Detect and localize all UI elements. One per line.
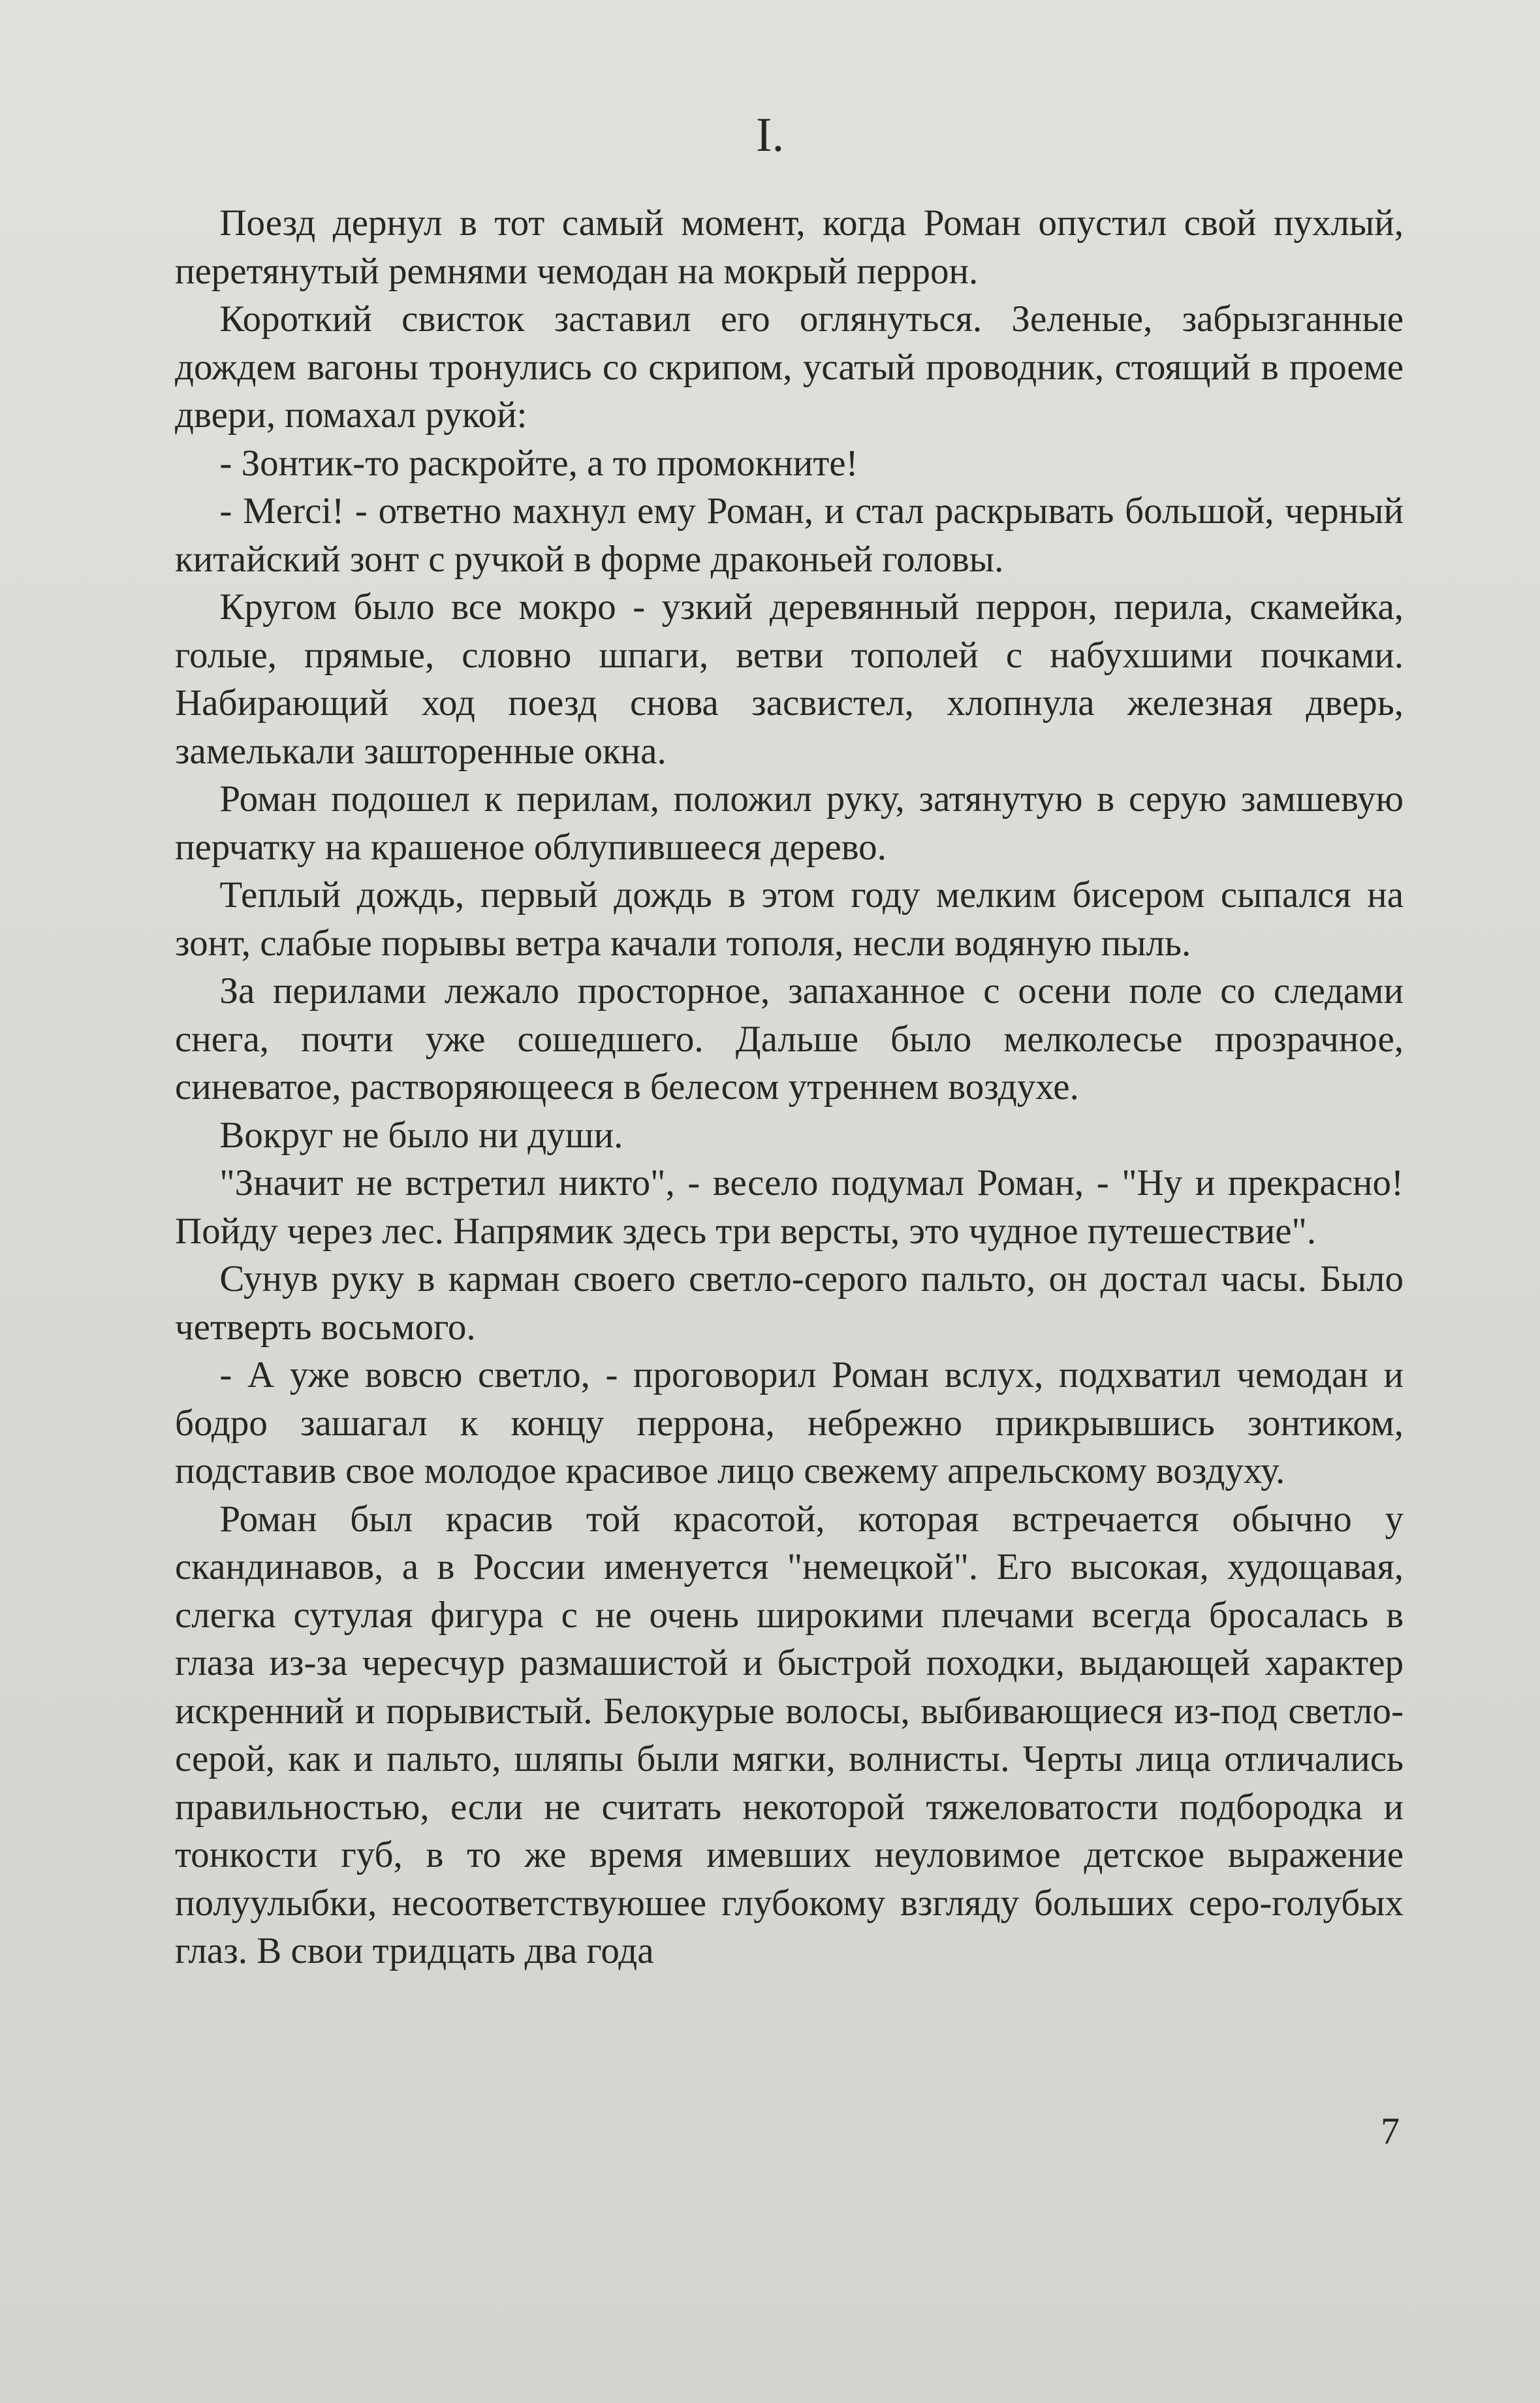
page-number: 7 <box>1381 2110 1400 2152</box>
paragraph: - А уже вовсю светло, - проговорил Роман вслух, подхватил чемодан и бодро зашагал к концу перрона, небрежно прикрывшись зонтиком, подставив свое молодое красивое лицо свежему апрельскому воздуху. <box>175 1354 1404 1491</box>
paragraph: Поезд дернул в тот самый момент, когда Роман опустил свой пухлый, перетянутый ремнями чемодан на мокрый перрон. <box>175 202 1404 292</box>
paragraph: Кругом было все мокро - узкий деревянный перрон, перила, скамейка, голые, прямые, словно шпаги, ветви тополей с набухшими почками. Набирающий ход поезд снова засвистел, хлопнула железная дверь, замелькали зашторенные окна. <box>175 586 1404 772</box>
paragraph: Вокруг не было ни души. <box>219 1114 623 1156</box>
paragraph: "Значит не встретил никто", - весело подумал Роман, - "Ну и прекрасно! Пойду через лес. Напрямик здесь три версты, это чудное путешествие". <box>175 1162 1404 1252</box>
body-text <box>175 199 1404 1975</box>
paragraph: Короткий свисток заставил его оглянуться. Зеленые, забрызганные дождем вагоны тронулись со скрипом, усатый проводник, стоящий в проеме двери, помахал рукой: <box>175 298 1404 436</box>
chapter-title: I. <box>755 108 785 162</box>
paragraph: Сунув руку в карман своего светло-серого пальто, он достал часы. Было четверть восьмого. <box>175 1258 1404 1348</box>
paragraph: - Зонтик-то раскройте, а то промокните! <box>219 442 858 484</box>
paragraph: За перилами лежало просторное, запаханное с осени поле со следами снега, почти уже сошедшего. Дальше было мелколесье прозрачное, синеватое, растворяющееся в белесом утреннем воздухе. <box>175 970 1404 1107</box>
paragraph: Роман был красив той красотой, которая встречается обычно у скандинавов, а в России именуется "немецкой". Его высокая, худощавая, слегка сутулая фигура с не очень широкими плечами всегда бросалась в глаза из-за чересчур размашистой и быстрой походки, выдающей характер искренний и порывистый. Белокурые волосы, выбивающиеся из-под светло-серой, как и пальто, шляпы были мягки, волнисты. Черты лица отличались правильностью, если не считать некоторой тяжеловатости подбородка и тонкости губ, в то же время имевших неуловимое детское выражение полуулыбки, несоответствуюшее глубокому взгляду больших серо-голубых глаз. В свои тридцать два года <box>175 1498 1404 1971</box>
paragraph: - Merci! - ответно махнул ему Роман, и стал раскрывать большой, черный китайский зонт с ручкой в форме драконьей головы. <box>175 490 1404 580</box>
paragraph: Роман подошел к перилам, положил руку, затянутую в серую замшевую перчатку на крашеное облупившееся дерево. <box>175 778 1404 868</box>
paragraph: Теплый дождь, первый дождь в этом году мелким бисером сыпался на зонт, слабые порывы ветра качали тополя, несли водяную пыль. <box>175 874 1404 964</box>
